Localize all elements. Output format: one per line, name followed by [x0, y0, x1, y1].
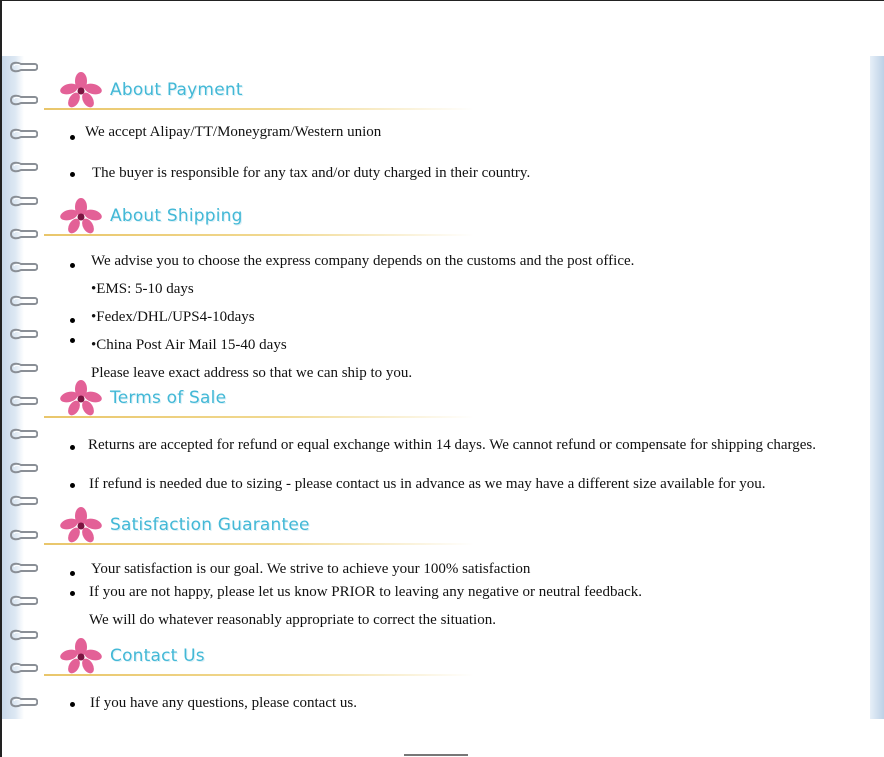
section-title: Terms of Sale: [110, 388, 227, 408]
bullet-dot: [70, 172, 75, 177]
list-item: •EMS: 5-10 days: [91, 281, 194, 297]
bullet-dot: [70, 591, 75, 596]
section-underline: [44, 234, 474, 236]
flower-icon: [60, 198, 102, 234]
section-title: About Shipping: [110, 206, 243, 226]
flower-icon: [60, 380, 102, 416]
binder-ring-icon: [8, 127, 38, 141]
bullet-dot: [70, 135, 75, 140]
list-item: Please leave exact address so that we can ship to you.: [91, 365, 413, 381]
list-item: Your satisfaction is our goal. We strive to achieve your 100% satisfaction: [91, 561, 531, 577]
bullet-dot: [70, 702, 75, 707]
list-item: We advise you to choose the express company depends on the customs and the post office.: [91, 253, 635, 269]
section-underline: [44, 416, 474, 418]
section-header-contact: [44, 636, 474, 676]
binder-ring-icon: [8, 427, 38, 441]
flower-icon: [60, 638, 102, 674]
list-item: If you are not happy, please let us know PRIOR to leaving any negative or neutral feedback.: [89, 584, 643, 600]
list-item: Returns are accepted for refund or equal exchange within 14 days. We cannot refund or compensate for shipping charges.: [88, 437, 816, 453]
binder-ring-icon: [8, 628, 38, 642]
bullet-dot: [70, 571, 75, 576]
binder-ring-icon: [8, 294, 38, 308]
binder-ring-icon: [8, 227, 38, 241]
section-underline: [44, 674, 474, 676]
binder-ring-icon: [8, 561, 38, 575]
binder-ring-icon: [8, 661, 38, 675]
list-item: The buyer is responsible for any tax and/or duty charged in their country.: [92, 165, 531, 181]
binder-ring-icon: [8, 93, 38, 107]
list-item: If you have any questions, please contact us.: [90, 695, 358, 711]
list-item: •Fedex/DHL/UPS4-10days: [91, 309, 255, 325]
flower-icon: [60, 72, 102, 108]
list-item: We accept Alipay/TT/Moneygram/Western union: [85, 124, 382, 140]
binder-ring-icon: [8, 194, 38, 208]
section-underline: [44, 543, 474, 545]
section-header-shipping: [44, 196, 474, 236]
binder-ring-icon: [8, 260, 38, 274]
binder-ring-icon: [8, 394, 38, 408]
binder-ring-icon: [8, 594, 38, 608]
binder-ring-icon: [8, 60, 38, 74]
page-right-edge: [870, 56, 884, 719]
bullet-dot: [70, 445, 75, 450]
list-item: We will do whatever reasonably appropriate to correct the situation.: [89, 612, 496, 628]
binder-ring-icon: [8, 361, 38, 375]
bullet-dot: [70, 263, 75, 268]
flower-icon: [60, 507, 102, 543]
binder-ring-icon: [8, 160, 38, 174]
section-title: Contact Us: [110, 646, 205, 666]
section-title: About Payment: [110, 80, 243, 100]
bottom-divider: [404, 754, 468, 756]
section-header-terms: [44, 378, 474, 418]
bullet-dot: [70, 483, 75, 488]
section-header-payment: [44, 70, 474, 110]
list-item: •China Post Air Mail 15-40 days: [91, 337, 287, 353]
binder-ring-icon: [8, 327, 38, 341]
section-title: Satisfaction Guarantee: [110, 515, 310, 535]
section-header-satisfaction: [44, 505, 474, 545]
binder-ring-icon: [8, 695, 38, 709]
bullet-dot: [70, 318, 75, 323]
binder-ring-icon: [8, 494, 38, 508]
binder-ring-icon: [8, 528, 38, 542]
list-item: If refund is needed due to sizing - please contact us in advance as we may have a different size available for you.: [89, 476, 766, 492]
section-underline: [44, 108, 474, 110]
notebook-spine: [2, 56, 24, 719]
bullet-dot: [70, 338, 75, 343]
binder-ring-icon: [8, 461, 38, 475]
